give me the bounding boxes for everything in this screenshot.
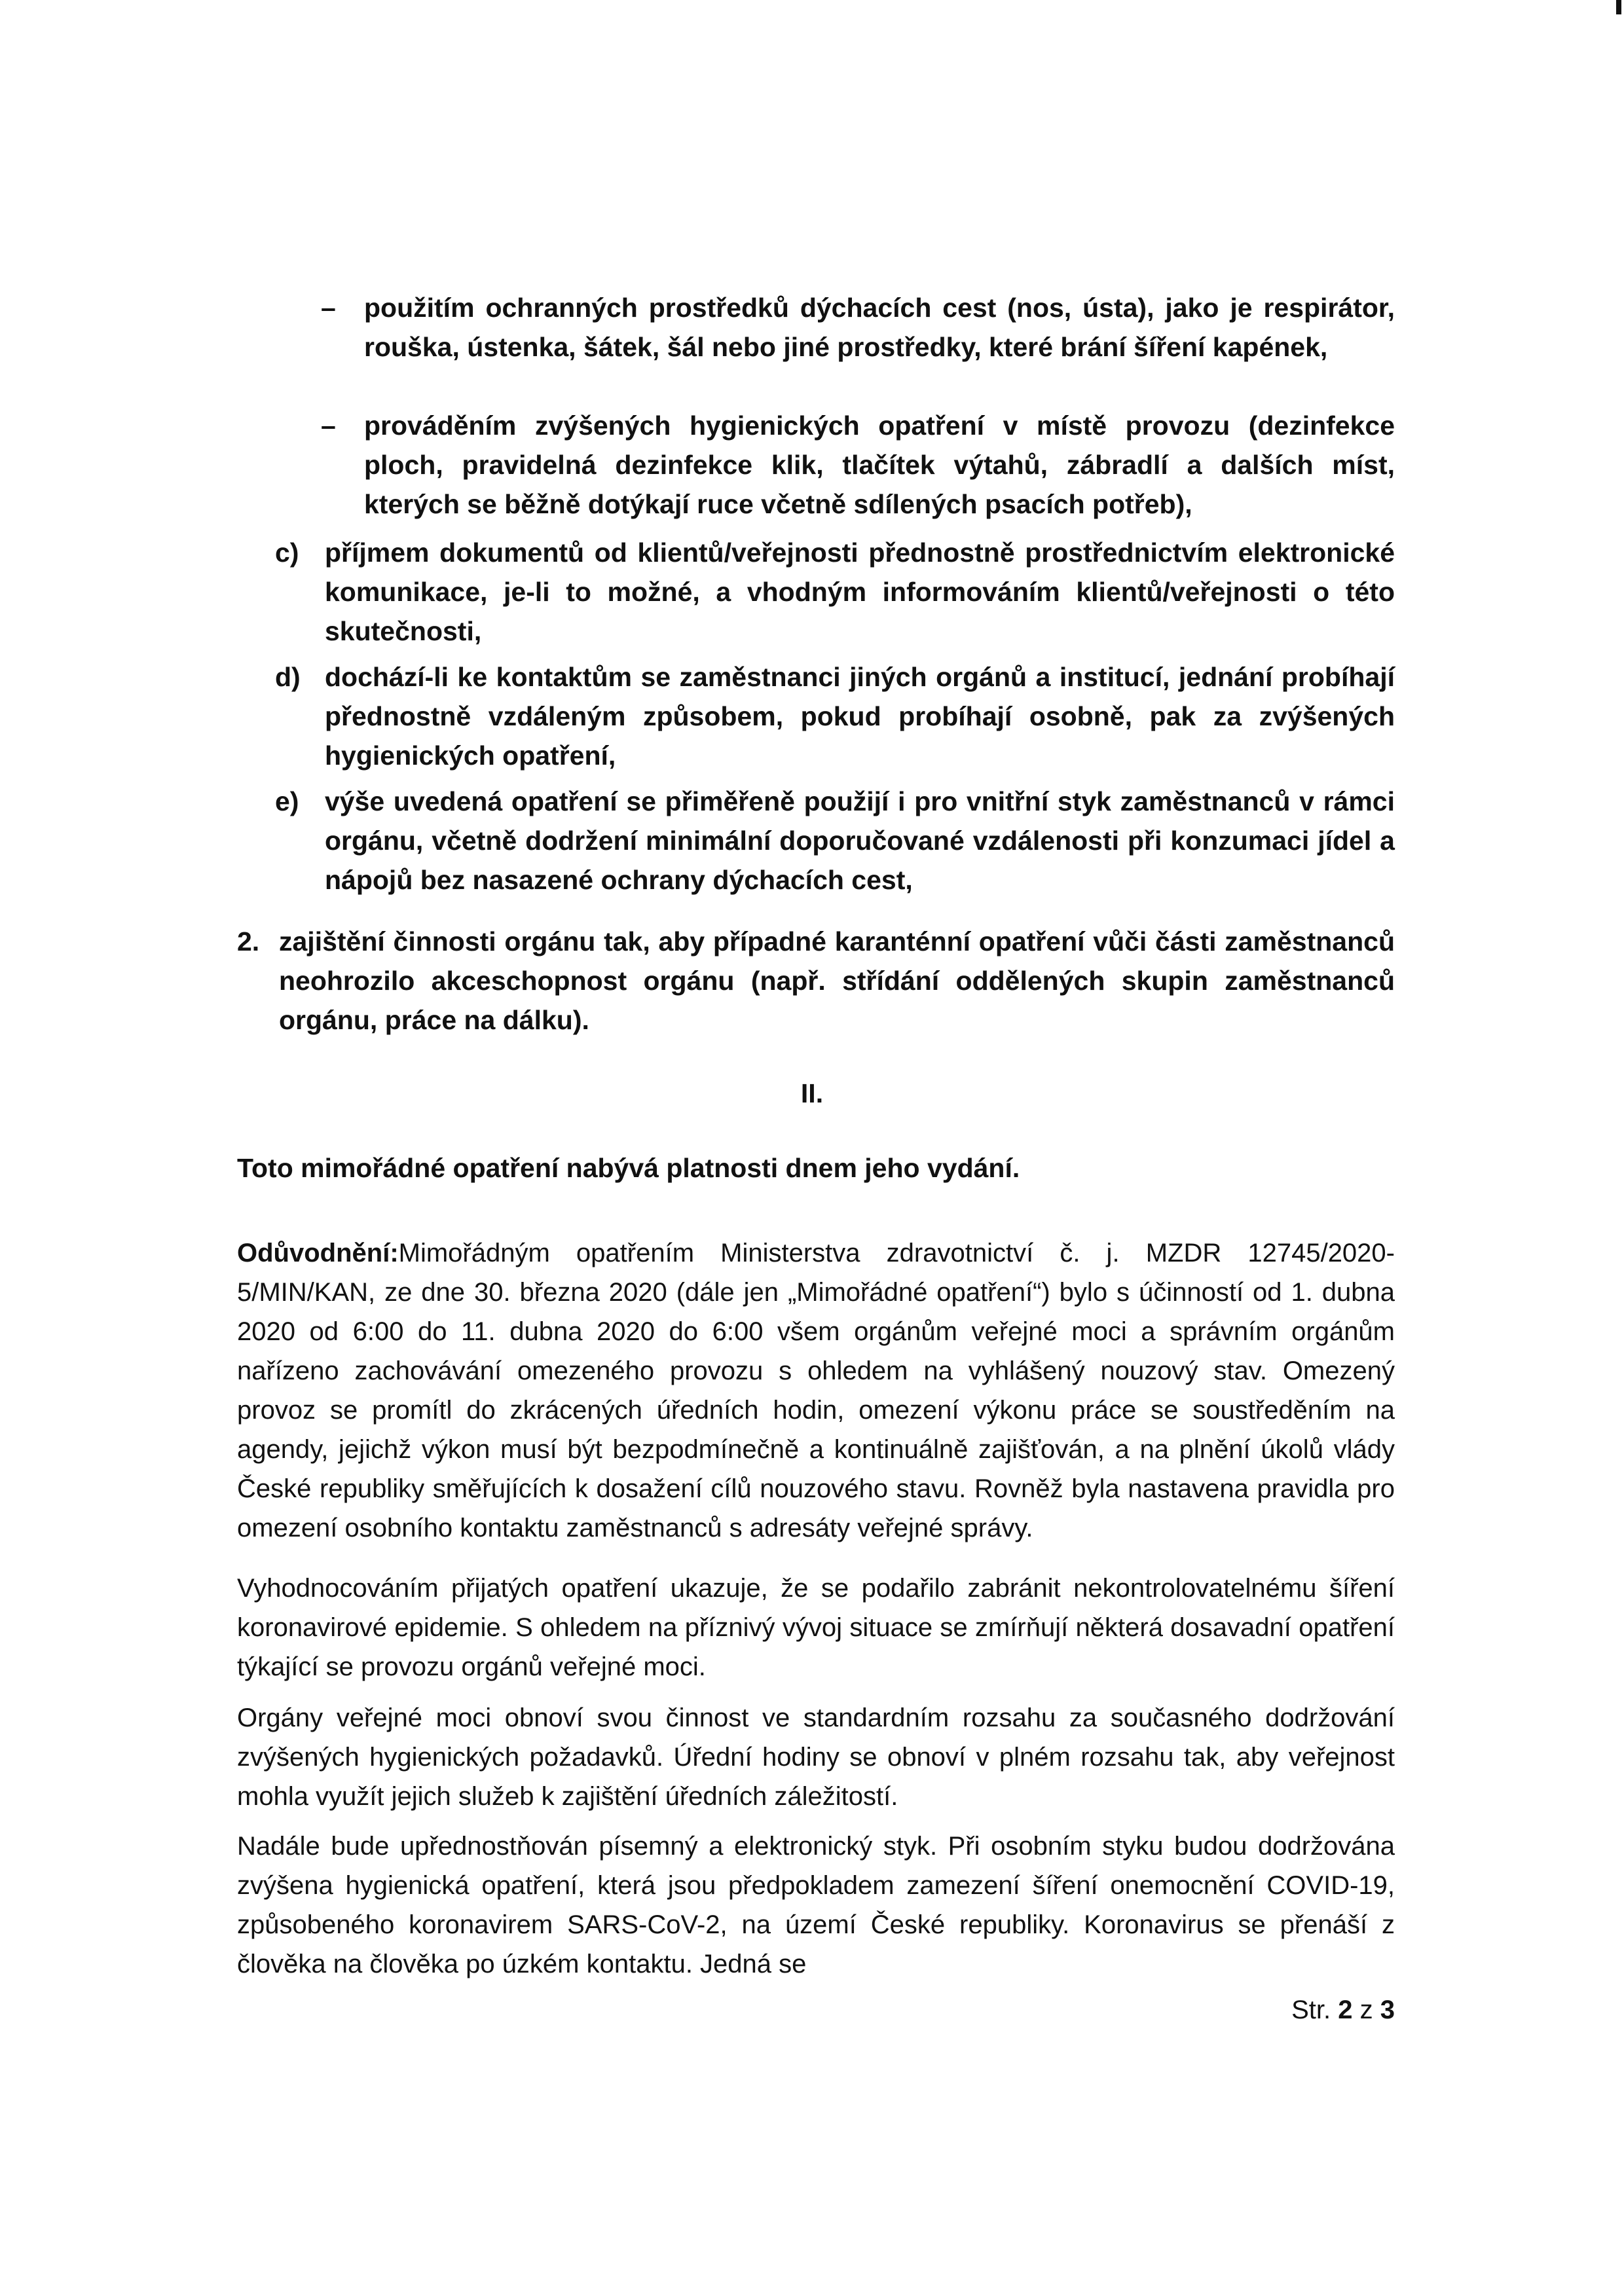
dash-bullet: – <box>321 293 336 323</box>
scan-corner-mark <box>1616 0 1621 14</box>
list-item-label: c) <box>275 538 299 568</box>
body-paragraph: Vyhodnocováním přijatých opatření ukazuje, že se podařilo zabránit nekontrolovatelnému šíření koronavirové epidemie. S ohledem na příznivý vývoj situace se zmírňují některá dosavadní opatření týkající se provozu orgánů veřejné moci. <box>237 1574 1395 1681</box>
dash-item-text: použitím ochranných prostředků dýchacích cest (nos, ústa), jako je respirátor, rouška, ústenka, šátek, šál nebo jiné prostředky, které brání šíření kapének, <box>364 293 1395 362</box>
list-item-text: zajištění činnosti orgánu tak, aby případné karanténní opatření vůči části zaměstnanců neohrozilo akceschopnost orgánu (např. střídání oddělených skupin zaměstnanců orgánu, práce na dálku). <box>279 926 1395 1035</box>
section-number: II. <box>800 1078 824 1108</box>
list-item-text: dochází-li ke kontaktům se zaměstnanci jiných orgánů a institucí, jednání probíhají přednostně vzdáleným způsobem, pokud probíhají osobně, pak za zvýšených hygienických opatření, <box>325 662 1395 771</box>
page-number-current: 2 <box>1338 1995 1353 2024</box>
dash-item-text: prováděním zvýšených hygienických opatření v místě provozu (dezinfekce ploch, pravidelná dezinfekce klik, tlačítek výtahů, zábradlí a dalších míst, kterých se běžně dotýkají ruce včetně sdílených psacích potřeb), <box>364 410 1395 519</box>
justification-text: Mimořádným opatřením Ministerstva zdravotnictví č. j. MZDR 12745/2020-5/MIN/KAN, ze dne 30. března 2020 (dále jen „Mimořádné opatření“) bylo s účinností od 1. dubna 2020 od 6:00 do 11. dubna 2020 do 6:00 všem orgánům veřejné moci a správním orgánům nařízeno zachovávání omezeného provozu s ohledem na vyhlášený nouzový stav. Omezený provoz se promítl do zkrácených úředních hodin, omezení výkonu práce se soustředěním na agendy, jejichž výkon musí být bezpodmínečně a kontinuálně zajišťován, a na plnění úkolů vlády České republiky směřujících k dosažení cílů nouzového stavu. Rovněž byla nastavena pravidla pro omezení osobního kontaktu zaměstnanců s adresáty veřejné správy. <box>237 1239 1395 1542</box>
list-item-label: d) <box>275 662 301 692</box>
list-item-text: výše uvedená opatření se přiměřeně použijí i pro vnitřní styk zaměstnanců v rámci orgánu, včetně dodržení minimální doporučované vzdálenosti při konzumaci jídel a nápojů bez nasazené ochrany dýchacích cest, <box>325 786 1395 895</box>
page-number-total: 3 <box>1380 1995 1395 2024</box>
body-paragraph: Nadále bude upřednostňován písemný a elektronický styk. Při osobním styku budou dodržována zvýšena hygienická opatření, která jsou předpokladem zamezení šíření onemocnění COVID-19, způsobeného koronavirem SARS-CoV-2, na území České republiky. Koronavirus se přenáší z člověka na člověka po úzkém kontaktu. Jedná se <box>237 1832 1395 1978</box>
list-item-label: e) <box>275 786 299 816</box>
justification-paragraph <box>237 1233 1395 1548</box>
dash-bullet: – <box>321 410 336 441</box>
justification-heading: Odůvodnění: <box>237 1239 399 1267</box>
page-number <box>1244 1990 1395 2030</box>
page-number-prefix: Str. <box>1291 1995 1331 2024</box>
body-paragraph: Orgány veřejné moci obnoví svou činnost ve standardním rozsahu za současného dodržování zvýšených hygienických požadavků. Úřední hodiny se obnoví v plném rozsahu tak, aby veřejnost mohla využít jejich služeb k zajištění úředních záležitostí. <box>237 1704 1395 1811</box>
page-number-separator: z <box>1359 1995 1373 2024</box>
list-item-label: 2. <box>237 926 260 957</box>
effect-statement: Toto mimořádné opatření nabývá platnosti dnem jeho vydání. <box>237 1153 1020 1183</box>
list-item-text: příjmem dokumentů od klientů/veřejnosti přednostně prostřednictvím elektronické komunikace, je-li to možné, a vhodným informováním klientů/veřejnosti o této skutečnosti, <box>325 538 1395 646</box>
